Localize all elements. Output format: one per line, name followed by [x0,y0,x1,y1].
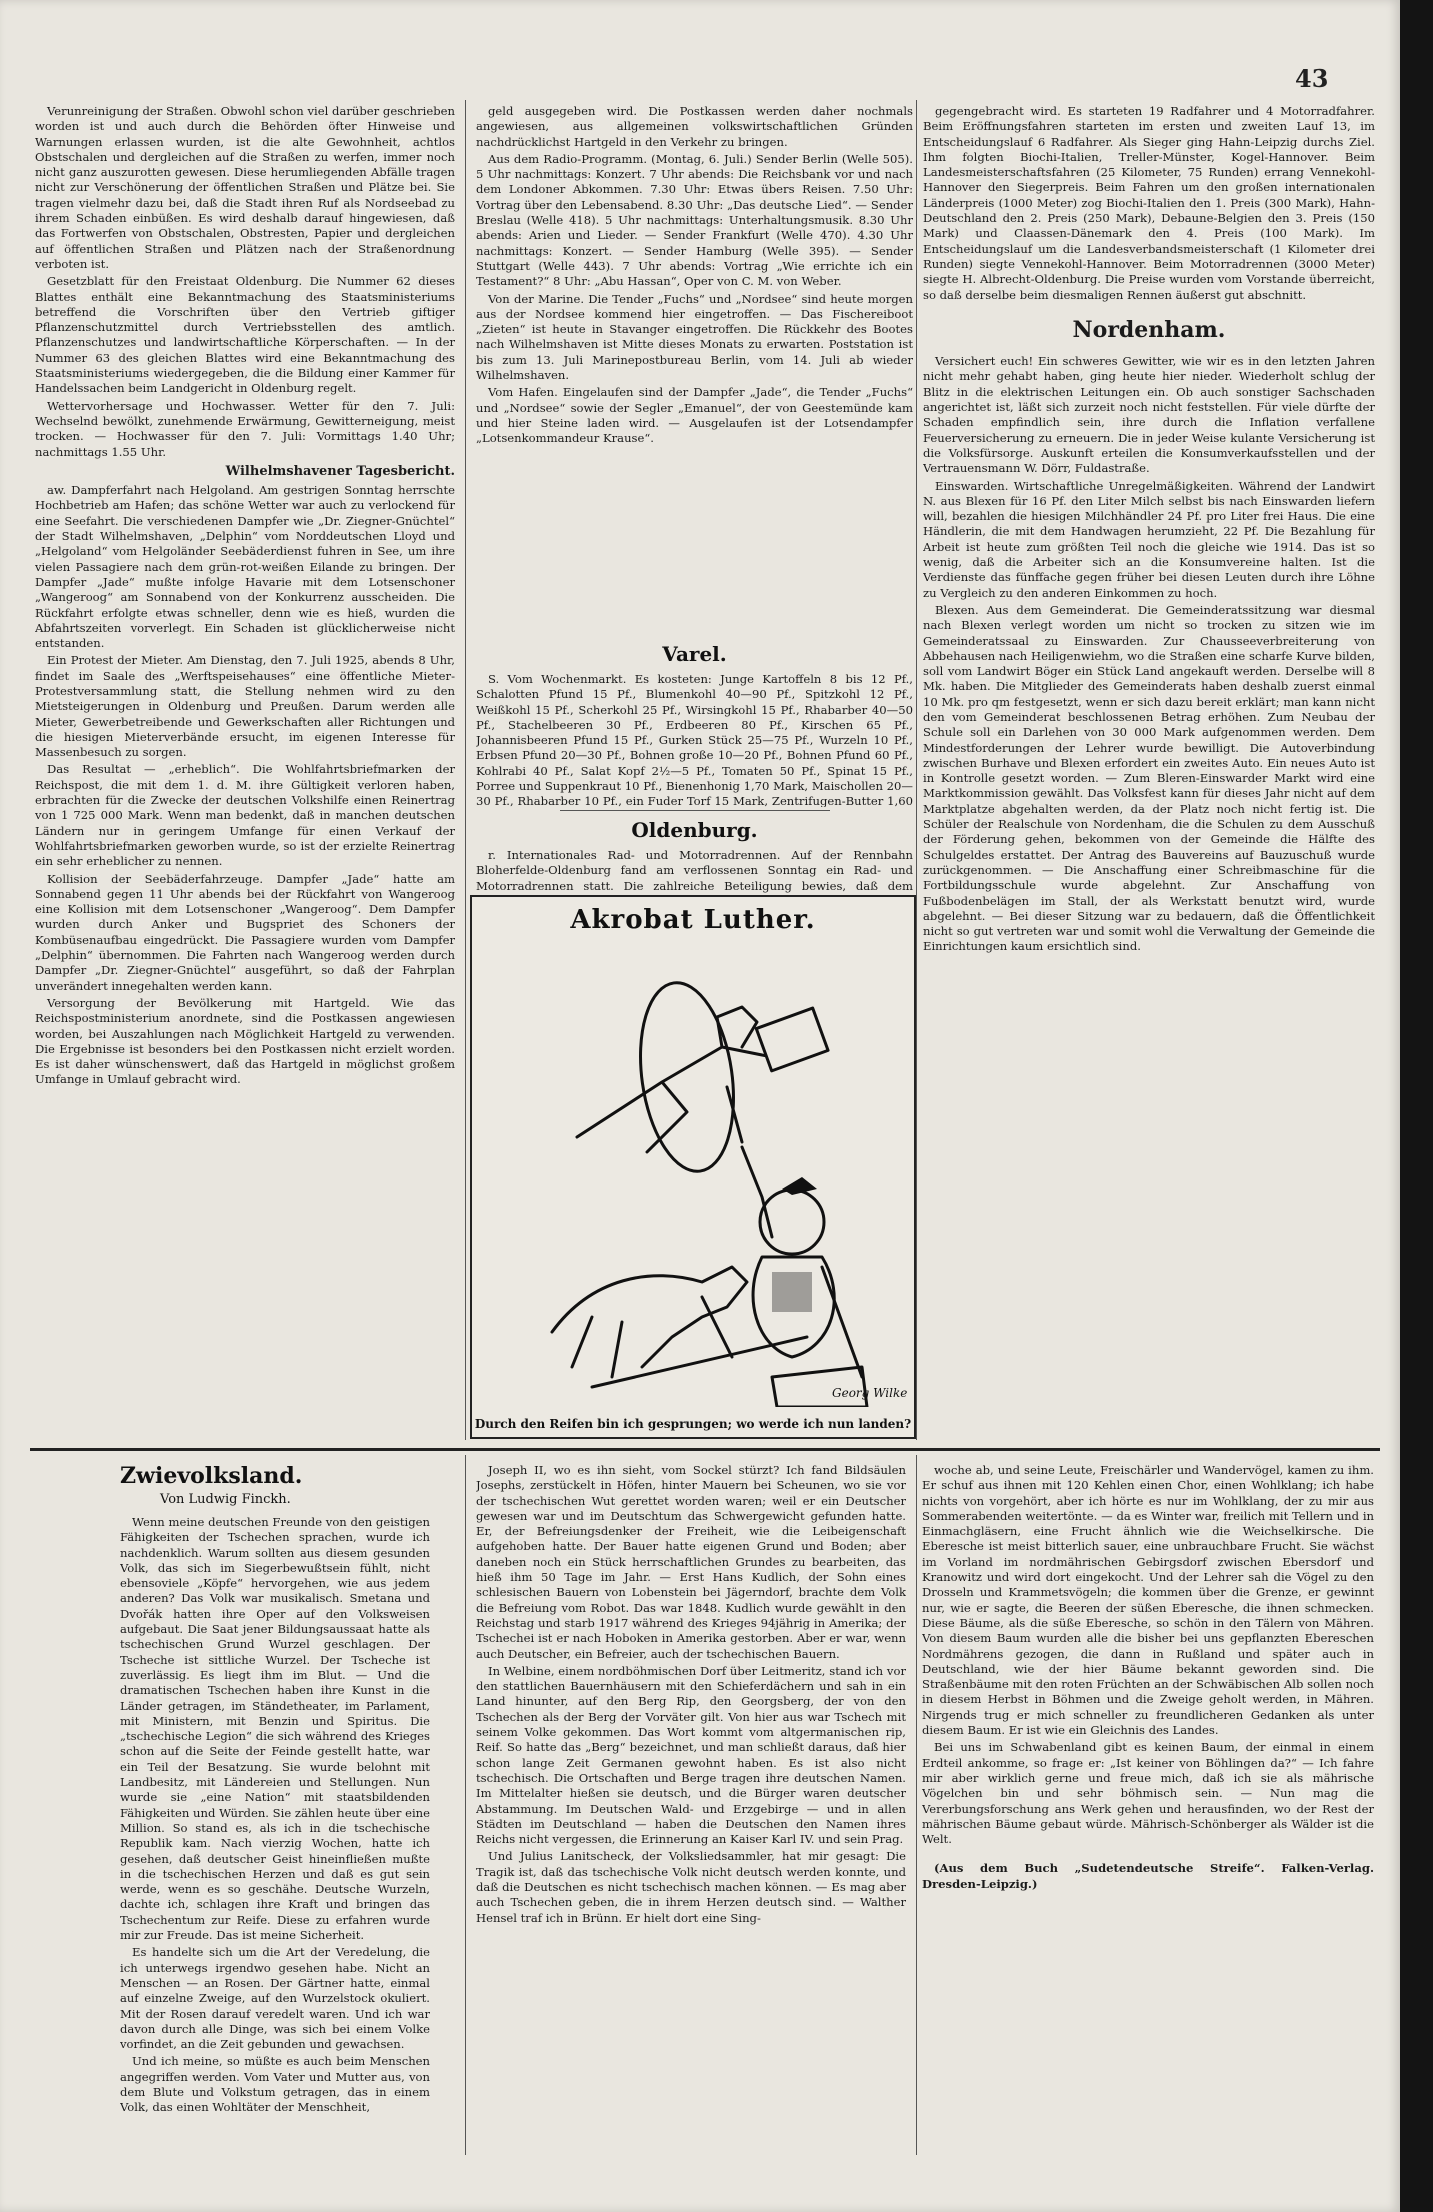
column-divider [916,1455,917,2155]
scan-edge [1400,0,1433,2212]
jumper-figure [577,1007,772,1152]
column-divider [916,100,917,1440]
cartoon-caption: Durch den Reifen bin ich gesprungen; wo werde ich nun landen? [474,1417,912,1431]
varel-market-report [476,672,913,807]
section-heading-nordenham: Nordenham. [1072,316,1226,343]
feuilleton-author: Von Ludwig Finckh. [160,1492,291,1507]
article-paragraph: Und ich meine, so müßte es auch beim Menschen angegriffen werden. Vom Vater und Mutter aus, von dem Blute und Volkstum getragen, das in einem Volk, das einen Wohltäter der Menschheit, [120,2054,430,2115]
section-heading: Wilhelmshavener Tagesbericht. [225,463,455,479]
article-paragraph: gegengebracht wird. Es starteten 19 Radfahrer und 4 Motorradfahrer. Beim Eröffnungsfahren starteten im ersten und zweiten Lauf 13, im Entscheidungslauf 6 Radfahrer. Als Sieger ging Hahn-Leipzig durchs Ziel. Ihm folgten Biochi-Italien, Treller-Münster, Kogel-Hannover. Beim Landesmeisterschaftsfahren (25 Kilometer, 75 Runden) errang Vennekohl-Hannover den Siegerpreis. Beim Fahren um den großen internationalen Länderpreis (1000 Meter) zog Biochi-Italien den 1. Preis (300 Mark), Hahn-Deutschland den 2. Preis (250 Mark), Debaune-Belgien den 3. Preis (150 Mark) und Claassen-Dänemark den 4. Preis (100 Mark). Im Entscheidungslauf um die Landesverbandsmeisterschaft (1 Kilometer drei Runden) siegte Vennekohl-Hannover. Beim Motorradrennen (3000 Meter) siegte H. Albrecht-Oldenburg. Die Preise wurden vom Vorstande überreicht, so daß derselbe beim diesmaligen Rennen äußerst gut abschnitt. [923,104,1375,302]
article-paragraph: Von der Marine. Die Tender „Fuchs“ und „Nordsee“ sind heute morgen aus der Nordsee kommend hier eingetroffen. — Das Fischereiboot „Zieten“ ist heute in Stavanger eingetroffen. Die Rückkehr des Bootes nach Wilhelmshaven ist Mitte dieses Monats zu erwarten. Poststation ist bis zum 13. Juli Marinepostbureau Berlin, vom 14. Juli ab wieder Wilhelmshaven. [476,291,913,383]
article-paragraph: Aus dem Radio-Programm. (Montag, 6. Juli.) Sender Berlin (Welle 505). 5 Uhr nachmittags: Konzert. 7 Uhr abends: Die Reichsbank vor und nach dem Londoner Abkommen. 7.30 Uhr: Etwas übers Reisen. 7.50 Uhr: Vortrag über den Lebensabend. 8.30 Uhr: „Das deutsche Lied“. — Sender Breslau (Welle 418). 5 Uhr nachmittags: Unterhaltungsmusik. 8.30 Uhr abends: Arien und Lieder. — Sender Frankfurt (Welle 470). 4.30 Uhr nachmittags: Konzert. — Sender Hamburg (Welle 395). — Sender Stuttgart (Welle 443). 7 Uhr abends: Vortrag „Wie errichte ich ein Testament?“ 8 Uhr: „Abu Hassan“, Oper von C. M. von Weber. [476,151,913,289]
article-paragraph: Wettervorhersage und Hochwasser. Wetter für den 7. Juli: Wechselnd bewölkt, zunehmende Erwärmung, Gewitterneigung, meist trocken. — Hochwasser für den 7. Juli: Vormittags 1.40 Uhr; nachmittags 1.55 Uhr. [35,398,455,459]
article-paragraph: geld ausgegeben wird. Die Postkassen werden daher nochmals angewiesen, aus allgemeinen volkswirtschaftlichen Gründen nachdrücklichst Hartgeld in den Verkehr zu bringen. [476,104,913,149]
column-radio-marine [476,104,913,639]
column-divider [465,1455,466,2155]
section-heading-oldenburg: Oldenburg. [631,818,758,842]
article-paragraph: Joseph II, wo es ihn sieht, vom Sockel stürzt? Ich fand Bildsäulen Josephs, zerstückelt in Höfen, hinter Mauern bei Scheunen, wo sie vor der tschechischen Wut gerettet worden waren; weil er ein Deutscher gewesen war und im Deutschtum das Schwergewicht gefunden hatte. Er, der Befreiungsdenker der Freiheit, wie die Leibeigenschaft aufgehoben hatte. Der Bauer hatte eigenen Grund und Boden; aber daneben noch ein Stück herrschaftlichen Grundes zu bearbeiten, das hieß ihm 50 Tage im Jahr. — Erst Hans Kudlich, der Sohn eines schlesischen Bauern von Lobenstein bei Jägerndorf, brachte dem Volk die Befreiung vom Robot. Das war 1848. Kudlich wurde gewählt in den Reichstag und starb 1917 während des Krieges 94jährig in Amerika; der Tschechei ist er nach Hoboken in Amerika gestorben. Aber er war, wenn auch Deutscher, ein Befreier, auch der tschechischen Bauern. [476,1463,906,1661]
article-paragraph: Ein Protest der Mieter. Am Dienstag, den 7. Juli 1925, abends 8 Uhr, findet im Saale des „Werftspeisehauses“ eine öffentliche Mieter-Protestversammlung statt, die Stellung nehmen wird zu den Mietsteigerungen in Oldenburg und Preußen. Darum werden alle Mieter, Gewerbetreibende und Gewerkschaften aller Richtungen und die hiesigen Mieterverbände ersucht, im eigenen Interesse für Massenbesuch zu sorgen. [35,653,455,760]
article-paragraph: r. Internationales Rad- und Motorradrennen. Auf der Rennbahn Bloherfelde-Oldenburg fand am verflossenen Sonntag ein Rad- und Motorradrennen statt. Die zahlreiche Beteiligung bewies, daß dem [476,848,913,893]
article-paragraph: Versichert euch! Ein schweres Gewitter, wie wir es in den letzten Jahren nicht mehr gehabt haben, ging heute hier nieder. Wiederholt schlug der Blitz in die elektrischen Leitungen ein. Ob auch sonstiger Sachschaden angerichtet ist, läßt sich zurzeit noch nicht feststellen. Für viele dürfte der Schaden empfindlich sein, ihre durch die Inflation verfallene Feuerversicherung zu erneuern. Die in jeder Weise kulante Versicherung ist die Volksfürsorge. Auskunft erteilen die Konsumverkaufsstellen und der Vertrauensmann W. Dörr, Fuldastraße. [923,354,1375,476]
article-paragraph: Einswarden. Wirtschaftliche Unregelmäßigkeiten. Während der Landwirt N. aus Blexen für 16 Pf. den Liter Milch selbst bis nach Einswarden liefern will, bezahlen die hiesigen Milchhändler 24 Pf. pro Liter frei Haus. Die eine Händlerin, die mit dem Handwagen herumzieht, 22 Pf. Die Bezahlung für Arbeit ist heute zum größten Teil noch die gleiche wie 1914. Das ist so wenig, daß die Arbeiter sich an die Konsumvereine halten. Ist die Verdienste das fünffache gegen früher bei diesen Leuten durch ihre Löhne zu Vergleich zu den anderen Einkommen zu hoch. [923,478,1375,600]
cartoon-signature: Georg Wilke [832,1386,908,1400]
cartoon [470,895,916,1439]
article-paragraph: In Welbine, einem nordböhmischen Dorf über Leitmeritz, stand ich vor den stattlichen Bauernhäusern mit den Schieferdächern und sah in ein Land hinunter, auf den Berg Rip, den Georgsberg, der von den Tschechen als der Berg der Vorväter gilt. Von hier aus war Tschech mit seinem Volke gekommen. Das Wort kommt vom altgermanischen rip, Reif. So hatte das „Berg“ bezeichnet, und man schließt daraus, daß hier schon lange Zeit Germanen gewohnt haben. Es ist also nicht tschechisch. Die Ortschaften und Berge tragen ihre deutschen Namen. Im Mittelalter hießen sie deutsch, und die Bürger waren deutscher Abstammung. Im Deutschen Wald- und Erzgebirge — und in allen Städten im Deutschland — haben die Deutschen den Namen ihres Reichs nicht vergessen, die Erinnerung an Kaiser Karl IV. und sein Prag. [476,1663,906,1847]
article-paragraph: woche ab, und seine Leute, Freischärler und Wandervögel, kamen zu ihm. Er schuf aus ihnen mit 120 Kehlen einen Chor, einen Wohlklang; ich habe nichts von vorgehört, aber ich hörte es nur im Wohlklang, der zu mir aus Sommerabenden weitertönte. — da es Winter war, freilich mit Tellern und in Einmachgläsern, eine Frucht ähnlich wie die Weichselkirsche. Die Eberesche ist meist bitterlich sauer, eine unbrauchbare Frucht. Sie wächst im Vorland im nordmährischen Gebirgsdorf zwischen Ebersdorf und Kranowitz und wird dort eingekocht. Und der Lehrer sah die Vögel zu den Drosseln und Krammetsvögeln; die kommen über die Grenze, er gewinnt nur, wie er sagte, die Beeren der süßen Eberesche, die ihnen schmecken. Diese Bäume, als die süße Eberesche, so schön in den Tälern von Mähren. Von diesem Baum wurden alle die bisher bei uns gepflanzten Ebereschen Nordmährens gezogen, die dann in Rußland und später auch in Deutschland, wie der hier Bäume bekannt geworden sind. Die Straßenbäume mit den roten Früchten an der Schwäbischen Alb sollen noch in diesem Herbst in Böhmen und die Zweige geholt werden, in Mähren. Nirgends trug er mich schneller zu freundlicheren Gedanken als unter diesem Baum. Er ist wie ein Gleichnis des Landes. [922,1463,1374,1738]
hoop-shape [629,977,745,1178]
article-paragraph: Verunreinigung der Straßen. Obwohl schon viel darüber geschrieben worden ist und auch durch die Behörden öfter Hinweise und Warnungen erlassen wurden, ist die alte Gewohnheit, achtlos Obstschalen und dergleichen auf die Straßen zu werfen, immer noch nicht ganz auszurotten gewesen. Diese herumliegenden Abfälle tragen nicht zur Verschönerung der öffentlichen Straßen und Plätze bei. Sie tragen vielmehr dazu bei, daß die Stadt ihren Ruf als Nordseebad zu ihrem Schaden einbüßen. Es wird deshalb darauf hingewiesen, daß das Fortwerfen von Obstschalen, Obstresten, Papier und dergleichen auf öffentlichen Straßen und Plätzen nach der Straßenordnung verboten ist. [35,104,455,271]
horse-figure [552,1267,747,1377]
article-paragraph: S. Vom Wochenmarkt. Es kosteten: Junge Kartoffeln 8 bis 12 Pf., Schalotten Pfund 15 Pf., Blumenkohl 40—90 Pf., Spitzkohl 12 Pf., Weißkohl 15 Pf., Scherkohl 25 Pf., Wirsingkohl 15 Pf., Rhabarber 40—50 Pf., Stachelbeeren 30 Pf., Erdbeeren 80 Pf., Kirschen 65 Pf., Johannisbeeren Pfund 15 Pf., Gurken Stück 25—75 Pf., Wurzeln 10 Pf., Erbsen Pfund 20—30 Pf., Bohnen große 10—20 Pf., Bohnen Pfund 60 Pf., Kohlrabi 40 Pf., Salat Kopf 2½—5 Pf., Tomaten 50 Pf., Spinat 15 Pf., Porree und Suppenkraut 10 Pf., Bienenhonig 1,70 Mark, Maischollen 20—30 Pf., Rhabarber 10 Pf., ein Fuder Torf 15 Mark, Zentrifugen-Butter 1,60 [476,672,913,807]
article-paragraph: Gesetzblatt für den Freistaat Oldenburg. Die Nummer 62 dieses Blattes enthält eine Bekanntmachung des Staatsministeriums betreffend die Vorschriften über den Vertrieb giftiger Pflanzenschutzmittel durch Vertriebsstellen des amtlich. Pflanzenschutzes und landwirtschaftliche Körperschaften. — In der Nummer 63 des gleichen Blattes wird eine Bekanntmachung des Staatsministeriums wiedergegeben, die die Bildung einer Kammer für Handelssachen beim Landgericht in Oldenburg regelt. [35,274,455,396]
article-paragraph: Vom Hafen. Eingelaufen sind der Dampfer „Jade“, die Tender „Fuchs“ und „Nordsee“ sowie der Segler „Emanuel“, der von Geestemünde kam und hier Steine laden wird. — Ausgelaufen ist der Lotsendampfer „Lotsenkommandeur Krause“. [476,385,913,446]
feuilleton-column-1 [120,1515,430,2155]
article-paragraph: Das Resultat — „erheblich“. Die Wohlfahrtsbriefmarken der Reichspost, die mit dem 1. d. M. ihre Gültigkeit verloren haben, erbrachten für die Zwecke der deutschen Volkshilfe einen Reinertrag von 1 725 000 Mark. Wenn man bedenkt, daß in manchen deutschen Ländern nur in geringem Umfange für einen Verkauf der Wohlfahrtsbriefmarken geworben wurde, so ist der erzielte Reinertrag ein sehr erheblicher zu nennen. [35,762,455,869]
feuilleton-title: Zwievolksland. [120,1463,303,1489]
feuilleton-column-2 [476,1463,906,2153]
article-paragraph: aw. Dampferfahrt nach Helgoland. Am gestrigen Sonntag herrschte Hochbetrieb am Hafen; das schöne Wetter war auch zu verlockend für eine Seefahrt. Die verschiedenen Dampfer wie „Dr. Ziegner-Gnüchtel“ der Stadt Wilhelmshaven, „Delphin“ vom Norddeutschen Lloyd und „Helgoland“ vom Helgoländer Seebäderdienst fuhren in See, um ihre vielen Passagiere nach dem grün-rot-weißen Eilande zu bringen. Der Dampfer „Jade“ mußte infolge Havarie mit dem Lotsenschoner „Wangeroog“ am Sonnabend von der Konkurrenz ausscheiden. Die Rückfahrt erfolgte etwas schneller, denn wie es hieß, wurden die Abfahrtszeiten vorverlegt. Ein Schaden ist glücklicherweise nicht entstanden. [35,483,455,651]
column-divider [465,100,466,1440]
feuilleton-column-3 [922,1463,1374,2153]
article-paragraph: Kollision der Seebäderfahrzeuge. Dampfer „Jade“ hatte am Sonnabend gegen 11 Uhr abends bei der Rückfahrt von Wangeroog eine Kollision mit dem Lotsenschoner „Wangeroog“. Dem Dampfer wurden durch Anker und Bugspriet des Schoners der Kombüsenaufbau eingedrückt. Die Passagiere wurden vom Dampfer „Delphin“ übernommen. Die Fahrten nach Wangeroog werden durch Dampfer „Dr. Ziegner-Gnüchtel“ ausgeführt, so daß der Fahrplan unverändert innegehalten werden kann. [35,871,455,993]
oldenburg-report [476,848,913,894]
article-paragraph: Und Julius Lanitscheck, der Volksliedsammler, hat mir gesagt: Die Tragik ist, daß das tschechische Volk nicht deutsch werden konnte, und daß die Deutschen es nicht tschechisch machen können. — Es mag aber auch Tschechen geben, die in ihrem Herzen deutsch sind. — Walther Hensel traf ich in Brünn. Er hielt dort eine Sing- [476,1849,906,1925]
article-paragraph: Bei uns im Schwabenland gibt es keinen Baum, der einmal in einem Erdteil ankomme, so frage er: „Ist keiner von Böhlingen da?“ — Ich fahre mir aber wirklich gerne und freue mich, daß ich sie als mährische Vögelchen bin und sehr böhmisch sein. — Nun mag die Vererbungsforschung ans Werk gehen und herausfinden, wo der Rest der mährischen Bäume gebaut würde. Mährisch-Schönberger als Wälder ist die Welt. [922,1740,1374,1847]
cartoon-illustration [472,937,912,1407]
feuilleton-divider [30,1448,1380,1451]
source-note: (Aus dem Buch „Sudetendeutsche Streife“. Falken-Verlag. Dresden-Leipzig.) [922,1861,1374,1891]
column-local-news [35,104,455,1439]
article-paragraph: Blexen. Aus dem Gemeinderat. Die Gemeinderatssitzung war diesmal nach Blexen verlegt worden um nicht so trocken zu sitzen wie im Gemeinderatssaal zu Einswarden. Zur Chausseeverbreiterung von Abbehausen nach Heiligenwiehm, wo die Straßen eine scharfe Kurve bilden, soll vom Landwirt Böger ein Stück Land angekauft werden. Derselbe will 8 Mk. haben. Die Mitglieder des Gemeinderats haben deshalb zuerst einmal 10 Mk. pro qm festgesetzt, wenn er sich dazu bereit erklärt; man kann nicht den vom Gemeinderat beschlossenen Betrag erhöhen. Zum Neubau der Schule soll ein Darlehen von 30 000 Mark aufgenommen werden. Dem Mindestforderungen der Lehrer wurde bewilligt. Die Autoverbindung zwischen Burhave und Blexen erfordert ein zweites Auto. Ein neues Auto ist in Kontrolle gesetzt worden. — Zum Bleren-Einswarder Markt wird eine Marktkommission gewählt. Das Volksfest kann für dieses Jahr nicht auf dem Marktplatze abgehalten werden, da der Platz noch nicht fertig ist. Die Schüler der Realschule von Nordenham, die die Schulen zu dem Ausschuß der Förderung gehen, bekommen von der Gemeinde die Hälfte des Schulgeldes erstattet. Der Antrag des Bauvereins auf Bauzuschuß wurde zurückgenommen. — Die Anschaffung einer Schreibmaschine für die Fortbildungsschule wurde abgelehnt. Zur Anschaffung von Fußbodenbelägen im Stall, der als Werkstatt benutzt wird, wurde abgelehnt. — Bei dieser Sitzung war zu bedauern, daß die Öffentlichkeit nicht so gut vertreten war und somit wohl die Verwaltung der Gemeinde die Einrichtungen kaum ersichtlich sind. [923,602,1375,954]
cartoon-title: Akrobat Luther. [570,905,816,935]
article-paragraph: Es handelte sich um die Art der Veredelung, die ich unterwegs irgendwo gesehen habe. Nicht an Menschen — an Rosen. Der Gärtner hatte, einmal auf einzelne Zweige, auf den Wurzelstock okuliert. Mit der Rosen darauf veredelt waren. Und ich war davon durch alle Dinge, was sich bei einem Volke vorfindet, an die Zeit gebunden und gewachsen. [120,1945,430,2052]
whip-shape [592,1337,807,1387]
section-heading-varel: Varel. [662,642,727,666]
article-paragraph: Wenn meine deutschen Freunde von den geistigen Fähigkeiten der Tschechen sprachen, wurde ich nachdenklich. Warum sollten aus diesem gesunden Volk, das sich im Siegerbewußtsein fühlt, nicht ebensoviele „Köpfe“ hervorgehen, wie aus jedem anderen? Das Volk war musikalisch. Smetana und Dvořák hatten ihre Oper auf den Volksweisen aufgebaut. Die Saat jener Bildungsaussaat hatte als tschechischen Grund Wurzel geschlagen. Der Tscheche ist sittliche Wurzel. Der Tscheche ist zuverlässig. Es liegt ihm im Blut. — Und die dramatischen Tschechen haben ihre Kunst in die Länder getragen, im Ständetheater, im Parlament, mit Ministern, mit Benzin und Spiritus. Die „tschechische Legion“ die sich während des Krieges schon auf die Seite der Feinde gestellt hatte, war ein Teil der Besatzung. Sie wurde belohnt mit Landbesitz, mit Ländereien und Stellungen. Nun wurde sie „eine Nation“ mit staatsbildenden Fähigkeiten und Würden. Sie zählen heute über eine Million. So stand es, als ich in die tschechische Republik kam. Nach vierzig Wochen, hatte ich gesehen, daß deutscher Geist hineinfließen mußte in die tschechischen Herzen und daß es gut sein werde, wenn es so geschähe. Deutsche Wurzeln, dachte ich, schlagen ihre Kraft und bringen das Tschechentum zur Reife. Diese zu erfahren wurde mir zur Freude. Das ist meine Sicherheit. [120,1515,430,1943]
column-sports-nordenham [923,104,1375,1439]
section-divider [560,810,830,811]
page-number: 43 [1295,64,1329,93]
article-paragraph: Versorgung der Bevölkerung mit Hartgeld. Wie das Reichspostministerium anordnete, sind die Postkassen angewiesen worden, bei Auszahlungen nach Möglichkeit Hartgeld zu verwenden. Die Ergebnisse ist besonders bei den Postkassen nicht erzielt worden. Es ist daher wünschenswert, daß das Hartgeld in möglichst großem Umfange in Umlauf gebracht wird. [35,995,455,1087]
